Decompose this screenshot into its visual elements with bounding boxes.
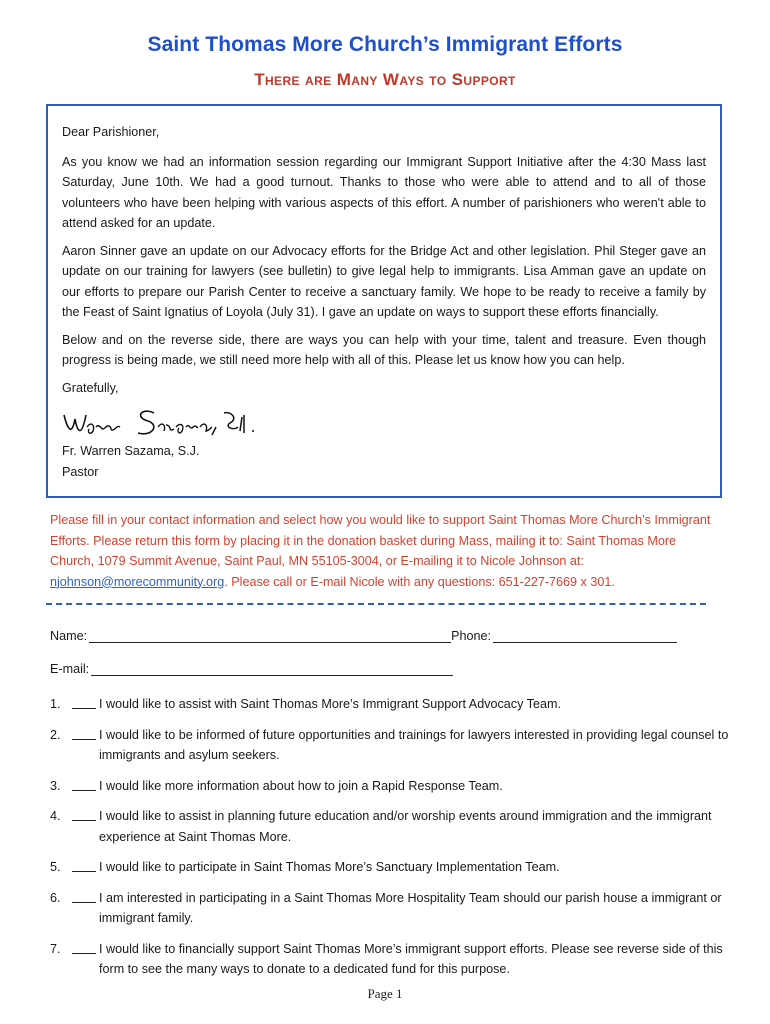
- name-input-line[interactable]: [89, 628, 451, 643]
- option-text: I would like more information about how to join a Rapid Response Team.: [99, 778, 503, 793]
- option-text: I am interested in participating in a Saint Thomas More Hospitality Team should our parish house a immigrant or immigrant family.: [99, 890, 722, 925]
- document-subtitle: There are Many Ways to Support: [254, 70, 516, 89]
- option-number: 7.: [50, 941, 61, 956]
- option-text: I would like to assist with Saint Thomas More’s Immigrant Support Advocacy Team.: [99, 697, 561, 711]
- instructions-text-1: Please fill in your contact information and select how you would like to support Saint Thomas More Church’s Immigrant Efforts. Please return this form by placing it in the donation basket during Mass, mailing it to: Saint Thomas More Church, 1079 Summit Avenue, Saint Paul, MN 55105-3004, or E-mailing it to Nicole Johnson at:: [50, 513, 711, 568]
- option-checkbox-line-1[interactable]: [72, 694, 96, 709]
- signer-name: Fr. Warren Sazama, S.J.: [62, 444, 200, 458]
- letter-box: [46, 104, 722, 498]
- contact-email-link[interactable]: njohnson@morecommunity.org: [50, 574, 225, 589]
- signer-title: Pastor: [62, 464, 99, 479]
- option-checkbox-line-2[interactable]: [72, 725, 96, 740]
- option-number: 2.: [50, 727, 61, 742]
- option-text: I would like to assist in planning future education and/or worship events around immigration and the immigrant experience at Saint Thomas More.: [99, 809, 712, 844]
- page-number: Page 1: [367, 986, 403, 1001]
- instructions-text-2: . Please call or E-mail Nicole with any questions: 651-227-7669 x 301.: [224, 574, 615, 589]
- email-field-row: [50, 661, 453, 676]
- name-field-row: [50, 628, 677, 643]
- name-label: Name:: [50, 629, 88, 643]
- document-title: Saint Thomas More Church’s Immigrant Efforts: [147, 33, 623, 56]
- option-checkbox-line-3[interactable]: [72, 776, 96, 791]
- option-item-5: [50, 857, 730, 878]
- option-number: 1.: [50, 697, 61, 711]
- letter-paragraph-3: Below and on the reverse side, there are ways you can help with your time, talent and treasure. Even though progress is being made, we still need more help with all of this. Please let us know how you can help.: [62, 332, 706, 367]
- cut-line-divider: [46, 603, 706, 605]
- email-input-line[interactable]: [91, 661, 453, 676]
- option-number: 4.: [50, 809, 61, 823]
- letter-paragraph-1: As you know we had an information session regarding our Immigrant Support Initiative after the 4:30 Mass last Saturday, June 10th. We had a good turnout. Thanks to those who were able to attend and to all of those volunteers who have been helping with various aspects of this effort. A number of parishioners who weren't able to attend asked for an update.: [62, 154, 706, 230]
- option-checkbox-line-4[interactable]: [72, 806, 96, 821]
- option-text: I would like to be informed of future opportunities and trainings for lawyers interested in providing legal counsel to immigrants and asylum seekers.: [99, 727, 729, 762]
- support-options-list: [50, 694, 730, 990]
- email-label: E-mail:: [50, 662, 90, 676]
- phone-label: Phone:: [451, 629, 492, 643]
- option-text: I would like to financially support Saint Thomas More’s immigrant support efforts. Please see reverse side of this form to see the many ways to donate to a dedicated fund for this purpose.: [99, 941, 723, 976]
- option-item-1: [50, 694, 730, 715]
- letter-paragraph-2: Aaron Sinner gave an update on our Advocacy efforts for the Bridge Act and other legislation. Phil Steger gave an update on our training for lawyers (see bulletin) to give legal help to immigrants. Lisa Amman gave an update on our efforts to prepare our Parish Center to receive a sanctuary family. We hope to be ready to receive a family by the Feast of Saint Ignatius of Loyola (July 31). I gave an update on ways to support these efforts financially.: [62, 243, 706, 319]
- option-item-6: [50, 888, 730, 929]
- option-number: 5.: [50, 860, 61, 874]
- signature-image: [62, 405, 706, 441]
- phone-input-line[interactable]: [493, 628, 677, 643]
- option-checkbox-line-6[interactable]: [72, 888, 96, 903]
- letter-greeting: Dear Parishioner,: [62, 125, 160, 139]
- option-checkbox-line-7[interactable]: [72, 939, 96, 954]
- option-number: 3.: [50, 778, 61, 793]
- option-number: 6.: [50, 890, 61, 905]
- option-item-4: [50, 806, 730, 847]
- option-item-3: [50, 776, 730, 797]
- option-item-7: [50, 939, 730, 980]
- option-checkbox-line-5[interactable]: [72, 857, 96, 872]
- form-instructions: [50, 510, 720, 592]
- option-item-2: [50, 725, 730, 766]
- option-text: I would like to participate in Saint Thomas More’s Sanctuary Implementation Team.: [99, 860, 560, 874]
- letter-closing: Gratefully,: [62, 380, 119, 395]
